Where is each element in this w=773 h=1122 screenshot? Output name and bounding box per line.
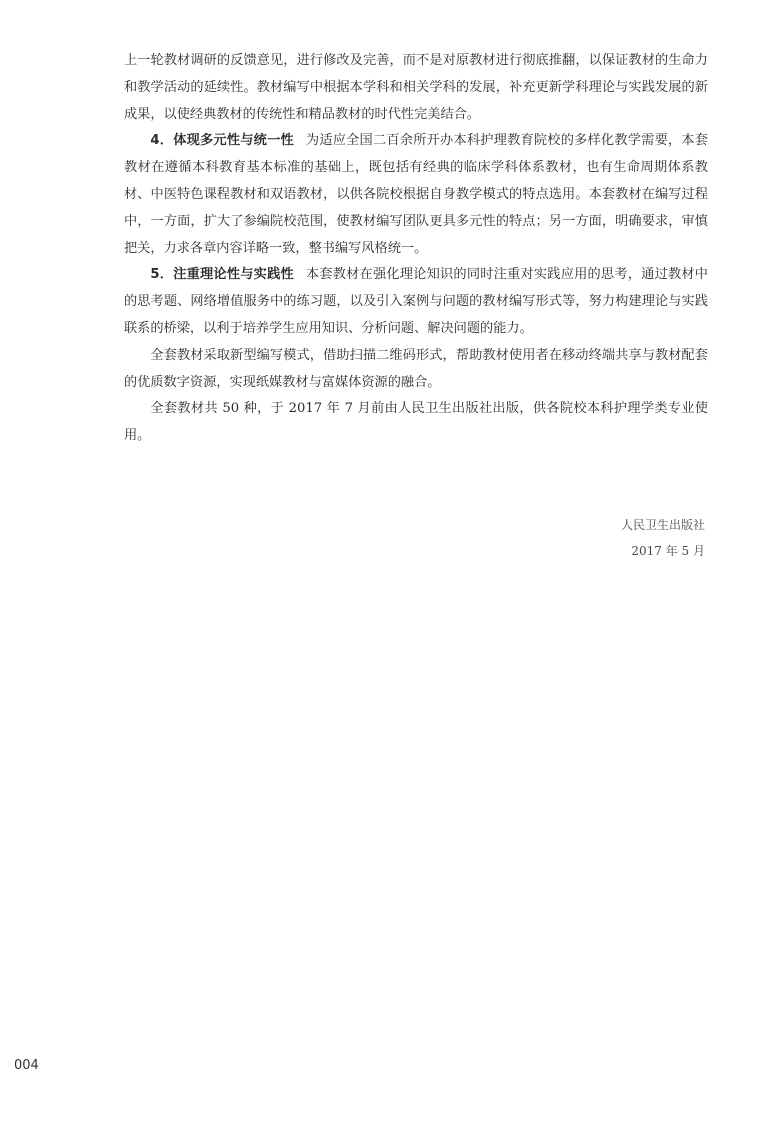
item-5-body: 本套教材在强化理论知识的同时注重对实践应用的思考，通过教材中的思考题、网络增值服务中的练习题，以及引入案例与问题的教材编写形式等，努力构建理论与实践联系的桥梁，以利于培养学生应用知识、分析问题、解决问题的能力。 (124, 267, 708, 336)
item-4-body: 为适应全国二百余所开办本科护理教育院校的多样化教学需要，本套教材在遵循本科教育基本标准的基础上，既包括有经典的临床学科体系教材，也有生命周期体系教材、中医特色课程教材和双语教材，以供各院校根据自身教学模式的特点选用。本套教材在编写过程中，一方面，扩大了参编院校范围，使教材编写团队更具多元性的特点；另一方面，明确要求，审慎把关，力求各章内容详略一致，整书编写风格统一。 (124, 133, 708, 256)
item-5-heading: 5．注重理论性与实践性 (150, 267, 294, 283)
publisher-name: 人民卫生出版社 (620, 518, 705, 532)
paragraph-digital-resources: 全套教材采取新型编写模式，借助扫描二维码形式，帮助教材使用者在移动终端共享与教材配套的优质数字资源，实现纸媒教材与富媒体资源的融合。 (124, 347, 708, 390)
page-number: 004 (14, 1058, 39, 1073)
item-4-heading: 4．体现多元性与统一性 (150, 133, 294, 149)
paragraph-publication: 全套教材共 50 种，于 2017 年 7 月前由人民卫生出版社出版，供各院校本科护理学类专业使用。 (124, 401, 708, 444)
signature-date: 2017 年 5 月 (631, 544, 705, 558)
paragraph-item-4 (124, 128, 708, 262)
document-body (124, 48, 708, 450)
signature-block (445, 512, 705, 564)
paragraph-continuation: 上一轮教材调研的反馈意见，进行修改及完善，而不是对原教材进行彻底推翻，以保证教材的生命力和教学活动的延续性。教材编写中根据本学科和相关学科的发展，补充更新学科理论与实践发展的新成果，以使经典教材的传统性和精品教材的时代性完美结合。 (124, 53, 708, 122)
paragraph-item-5 (124, 262, 708, 342)
